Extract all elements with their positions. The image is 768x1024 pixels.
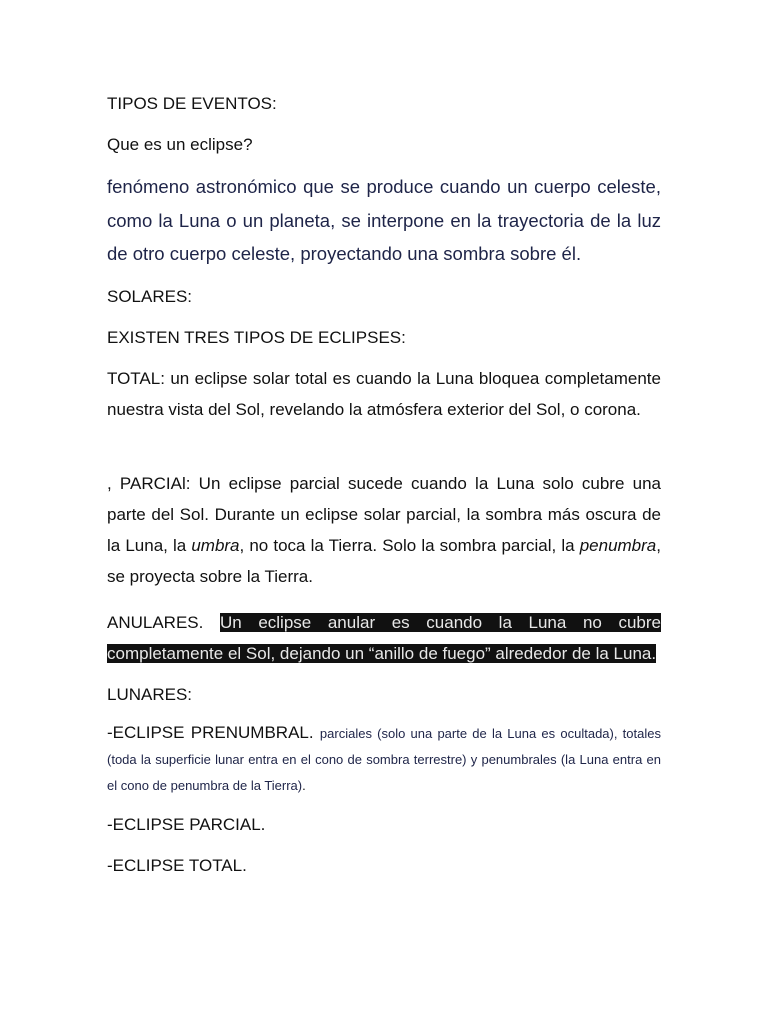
- paragraph-parcial: [107, 468, 661, 592]
- prenumbral-description: parciales (solo una parte de la Luna es ocultada), totales (toda la superficie lunar entra en el cono de sombra terrestre) y penumbrales (la Luna entra en el cono de penumbra de la Tierra): [107, 726, 661, 793]
- item-eclipse-parcial: -ECLIPSE PARCIAL.: [107, 815, 266, 834]
- item-eclipse-total: -ECLIPSE TOTAL.: [107, 856, 247, 875]
- paragraph-anulares: [107, 607, 661, 669]
- umbra-term: umbra: [191, 536, 240, 555]
- parcial-text-1: , PARCIAl: Un eclipse parcial sucede cuando la Luna solo cubre una parte del Sol. Durante un eclipse solar parcial, la sombra más oscura de la Luna, la: [107, 474, 661, 555]
- parcial-text-3: , se proyecta sobre la Tierra.: [107, 536, 661, 586]
- parcial-text-2: , no toca la Tierra. Solo la sombra parcial, la: [239, 536, 580, 555]
- anulares-highlighted-text: Un eclipse anular es cuando la Luna no cubre completamente el Sol, dejando un “anillo de fuego” alrededor de la Luna.: [107, 613, 661, 663]
- prenumbral-label: -ECLIPSE PRENUMBRAL.: [107, 723, 320, 742]
- penumbra-term: penumbra: [579, 536, 657, 555]
- heading-existen-tres-tipos: EXISTEN TRES TIPOS DE ECLIPSES:: [107, 328, 406, 347]
- eclipse-definition: fenómeno astronómico que se produce cuando un cuerpo celeste, como la Luna o un planeta, se interpone en la trayectoria de la luz de otro cuerpo celeste, proyectando una sombra sobre él.: [107, 176, 661, 264]
- paragraph-prenumbral: [107, 720, 661, 798]
- heading-lunares: LUNARES:: [107, 685, 193, 704]
- heading-solares: SOLARES:: [107, 287, 193, 306]
- question-que-es-un-eclipse: Que es un eclipse?: [107, 135, 253, 154]
- anulares-label: ANULARES.: [107, 613, 220, 632]
- paragraph-total: TOTAL: un eclipse solar total es cuando la Luna bloquea completamente nuestra vista del Sol, revelando la atmósfera exterior del Sol, o corona.: [107, 369, 661, 419]
- heading-tipos-de-eventos: TIPOS DE EVENTOS:: [107, 94, 277, 113]
- prenumbral-period: .: [302, 778, 306, 793]
